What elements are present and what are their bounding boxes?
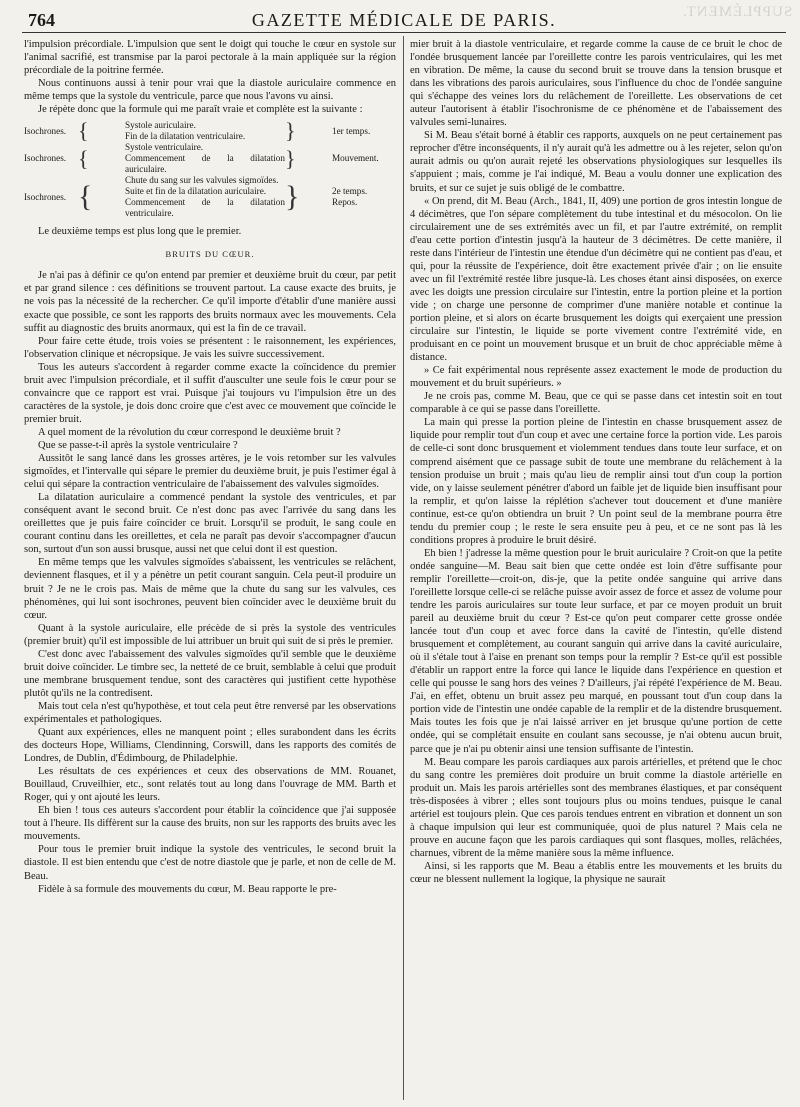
column-divider	[403, 36, 404, 1100]
paragraph: Mais tout cela n'est qu'hypothèse, et tout cela peut être renversé par les observations expérimentales et pathologiques.	[24, 700, 396, 725]
paragraph: Pour tous le premier bruit indique la systole des ventricules, le second bruit la diastole. Il est bien entendu que c'est de notre diastole que je parle, et non de celle de M. Beau.	[24, 844, 396, 882]
paragraph: Quant à la systole auriculaire, elle précède de si près la systole des ventricules (premier bruit) qu'il est impossible de lui attribuer un bruit qui suit de si près le premier.	[24, 622, 396, 647]
formula-item: Fin de la dilatation ventriculaire.	[125, 131, 246, 142]
right-brace: }	[285, 145, 296, 171]
formula-item: Commencement de la dilatation auriculaire.	[125, 153, 285, 175]
paragraph: Quant aux expériences, elles ne manquent point ; elles surabondent dans les écrits des docteurs Hope, Williams, Clendinning, Corswill, dans les rapports des comités de Londres, de Dublin, d'Édimbourg, de Philadelphie.	[24, 727, 396, 765]
page-number: 764	[28, 10, 55, 30]
formula-label: Isochrones.	[24, 153, 67, 164]
section-heading: BRUITS DU CŒUR.	[165, 249, 255, 260]
paragraph: Tous les auteurs s'accordent à regarder comme exacte la coïncidence du premier bruit avec l'impulsion précordiale, et il suffit d'ausculter une seule fois le cœur pour se convaincre que ce rapport est vrai. Puisque j'ai toujours vu l'impulsion être un des caractères de la systole, je dois donc croire que c'est avec ce mouvement que coïncide le premier bruit.	[24, 361, 396, 425]
paragraph: Je répète donc que la formule qui me paraît vraie et complète est la suivante :	[38, 104, 363, 116]
paragraph: En même temps que les valvules sigmoïdes s'abaissent, les ventricules se relâchent, deviennent flasques, et il y a pénètre un petit courant sanguin. Cela peut-il produire un bruit ? Je ne le crois pas. Mais de même que la chute du sang sur les valvules, ces phénomènes, qui lui sont isochrones, peuvent bien coïncider avec le deuxième bruit du cœur.	[24, 557, 396, 621]
right-brace: }	[285, 180, 300, 214]
paragraph: Si M. Beau s'était borné à établir ces rapports, auxquels on ne peut certainement pas reprocher d'être inconséquents, il n'y aurait qu'à les admettre ou à les rejeter, selon qu'on aurait admis ou qu'on aurait rejeté les observations physiologiques sur lesquelles ils s'appuient ; mais, comme je l'ai indiqué, M. Beau a voulu donner une explication des bruits, et sur ce sujet je suis obligé de le combattre.	[410, 130, 782, 194]
formula-item: Systole ventriculaire.	[125, 142, 204, 153]
paragraph: A quel moment de la révolution du cœur correspond le deuxième bruit ?	[38, 426, 341, 438]
right-brace: }	[285, 118, 296, 144]
formula-result: Mouvement.	[332, 153, 379, 164]
left-brace: {	[78, 118, 89, 144]
paragraph: « On prend, dit M. Beau (Arch., 1841, II, 409) une portion de gros intestin longue de 4 décimètres, que l'on sépare complètement du tube intestinal et du mésocolon. On lie circulairement une de ses extrémités avec un fil, et par l'autre extrémité, on remplit d'eau cette portion d'intestin jusqu'à la hauteur de 3 décimètres. De cette manière, il reste dans l'intérieur de l'intestin une étendue d'un décimètre qui ne contient pas d'eau, et qui, pour la réussite de l'expérience, doit être exactement privée d'air ; on lie ensuite avec un fil l'extrémité restée libre jusque-là. Les choses étant ainsi disposées, on exerce avec les doigts une pression circulaire sur l'intestin, entre la portion pleine et la portion vide ; on charge une personne de comprimer d'une manière notable et continue la portion pleine, et si alors on écarte brusquement les doigts qui exerçaient une pression circulaire sur l'intestin, le liquide se porte vivement contre l'extrémité vide, en produisant en ce point un mouvement brusque et un bruit de choc appréciable même à distance.	[410, 195, 782, 364]
paragraph: La main qui presse la portion pleine de l'intestin en chasse brusquement assez de liquide pour remplir tout d'un coup et avec une certaine force la portion vide. Les parois de celle-ci sont donc brusquement et violemment tendues dans toute leur surface, et on comprend aisément que ce passage subit de toute une membrane du relâchement à la tension produise un bruit ; mais qu'au lieu de remplir ainsi tout d'un coup la portion vide, on y laisse seulement pénétrer d'abord un faible jet de liquide bien insuffisant pour la remplir, et qu'on laisse la réplétion s'achever tout doucement et d'une manière continue, est-ce qu'on obtiendra un bruit ? Un point seul de la membrane pourra être tendu du premier coup ; le reste le sera ensuite peu à peu, et ce ne sont pas là les conditions propres à produire le bruit désiré.	[410, 417, 782, 546]
paragraph: Pour faire cette étude, trois voies se présentent : le raisonnement, les expériences, l'observation clinique et nécropsique. Je vais les suivre successivement.	[24, 335, 396, 360]
paragraph: C'est donc avec l'abaissement des valvules sigmoïdes qu'il semble que le deuxième bruit doive coïncider. Le timbre sec, la netteté de ce bruit, semblable à celui que produit une membrane brusquement tendue, sont des caractères qui justifient cette hypothèse plutôt qu'ils ne la contredisent.	[24, 648, 396, 699]
paragraph: l'impulsion précordiale. L'impulsion que sent le doigt qui touche le cœur en systole sur l'animal sacrifié, est transmise par la paroi pectorale à la main appliquée sur la région précordiale de la poitrine fermée.	[24, 39, 396, 77]
paragraph: Je n'ai pas à définir ce qu'on entend par premier et deuxième bruit du cœur, par petit et par grand silence : ces définitions se trouvent partout. La cause exacte des bruits, je ne vois pas la nécessité de la rechercher. Ce qu'il importe d'établir d'une manière aussi exacte que possible, ce sont les rapports des bruits normaux avec les mouvements. Cela suffit au diagnostic des bruits anormaux, qui est la fin de ce travail.	[24, 270, 396, 334]
formula-item: Suite et fin de la dilatation auriculaire.	[125, 186, 267, 197]
page-title: GAZETTE MÉDICALE DE PARIS.	[251, 10, 557, 30]
left-brace: {	[78, 180, 93, 214]
formula-item: Commencement de la dilatation ventriculaire.	[125, 197, 285, 219]
left-column	[24, 38, 396, 1100]
paragraph: Eh bien ! tous ces auteurs s'accordent pour établir la coïncidence que j'ai supposée tout à l'heure. Ils diffèrent sur la cause des bruits, non sur les rapports des bruits avec les mouvements.	[24, 805, 396, 843]
right-column	[410, 38, 782, 1100]
formula-result: Repos.	[332, 197, 358, 208]
page-header	[22, 8, 786, 33]
paragraph: mier bruit à la diastole ventriculaire, et regarde comme la cause de ce bruit le choc de l'ondée brusquement lancée par l'oreillette contre les parois ventriculaires, qui les met en vibration. De même, la cause du second bruit se trouve dans la tension brusque et dans les vibrations des parois auriculaires, sous l'influence du choc de l'ondée sanguine qui s'échappe des veines lors du relâchement de l'oreillette. Les observations de cet auteur l'autorisent à établir l'isochronisme de ce phénomène et de l'abaissement des valvules semi-lunaires.	[410, 39, 782, 129]
formula-table	[24, 120, 396, 219]
paragraph: M. Beau compare les parois cardiaques aux parois artérielles, et prétend que le choc du sang contre les premières doit produire un bruit comme la diastole artérielle en produit un. Mais les parois artérielles sont des membranes élastiques, et par conséquent très-disposées à vibrer ; elles sont toujours plus ou moins tendues, puisque le canal artériel est toujours plein. Que ces parois tendues entrent en vibration et donnent un son à chaque impulsion qui leur est communiquée, quoi de plus naturel ? Mais cela ne prouve en aucune façon que les parois cardiaques qui sont flasques, molles, relâchées, charnues, vibrent de la même manière sous la même influence.	[410, 756, 782, 859]
paragraph: Nous continuons aussi à tenir pour vrai que la diastole auriculaire commence en même temps que la systole du ventricule, parce que nous l'avons vu ainsi.	[24, 78, 396, 103]
paragraph: Les résultats de ces expériences et ceux des observations de MM. Rouanet, Bouillaud, Cruveilhier, etc., sont relatés tout au long dans l'ouvrage de MM. Barth et Roger, qui y ont ajouté les leurs.	[24, 766, 396, 804]
paragraph: La dilatation auriculaire a commencé pendant la systole des ventricules, et par conséquent avant le second bruit. Ce n'est donc pas avec l'arrivée du sang dans les oreillettes que je puis faire coïncider ce bruit. Lorsqu'il se produit, le sang coule en courant continu dans les oreillettes, et cela ne paraît pas devoir s'accompagner d'aucun son, surtout d'un son aussi brusque, aussi net que celui dont il est question.	[24, 492, 396, 556]
formula-item: Chute du sang sur les valvules sigmoïdes.	[125, 175, 279, 186]
formula-result: 1er temps.	[332, 125, 371, 136]
formula-label: Isochrones.	[24, 125, 67, 136]
paragraph: Ainsi, si les rapports que M. Beau a établis entre les mouvements et les bruits du cœur ne blessent nullement la logique, la physique ne saurait	[410, 860, 782, 885]
formula-row	[24, 175, 396, 219]
paragraph: Le deuxième temps est plus long que le premier.	[38, 226, 242, 238]
bleed-through-text: SUPPLÉMENT.	[681, 4, 792, 20]
formula-row	[24, 142, 396, 175]
paragraph: Je ne crois pas, comme M. Beau, que ce qui se passe dans cet intestin soit en tout comparable à ce qui se passe dans l'oreillette.	[410, 391, 782, 416]
paragraph: Fidèle à sa formule des mouvements du cœur, M. Beau rapporte le pre-	[38, 883, 337, 895]
paragraph: Que se passe-t-il après la systole ventriculaire ?	[38, 439, 238, 451]
formula-row	[24, 120, 396, 142]
paragraph: Eh bien ! j'adresse la même question pour le bruit auriculaire ? Croit-on que la petite ondée sanguine—M. Beau sait bien que cette ondée est loin d'être suffisante pour remplir l'oreillette—croit-on, dis-je, que la petite ondée sanguine qui arrive dans l'oreillette lorsque celle-ci se relâche puisse avoir assez de force et assez de volume pour tendre les parois auriculaires sur toute leur surface, et par ce moyen produit un bruit pareil au deuxième bruit du cœur ? Est-ce qu'on peut comparer cette grosse ondée lancée tout d'un coup et avec force dans la cavité de l'intestin, qu'elle distend brusquement et complètement, au courant sanguin qui arrive dans la cavité auriculaire, où il s'étale tout à l'aise en prenant son temps pour la remplir ? Est-ce qu'il est possible d'établir un rapport entre la force qui lance le liquide dans l'expérience en question et celle qui pousse le sang hors des veines ? D'ailleurs, j'ai répété l'expérience de M. Beau. J'ai, en effet, obtenu un bruit assez peu marqué, en poussant tout d'un coup dans la portion vide de l'intestin une ondée capable de la remplir et de la distendre brusquement. Mais toutes les fois que je n'ai laissé arriver en jet brusque qu'une portion de cette ondée, qui se complétait ensuite en coulant sans secousse, je n'ai obtenu aucun bruit, parce que je n'ai pu obtenir ainsi une tension suffisante de l'intestin.	[410, 547, 782, 755]
paragraph: » Ce fait expérimental nous représente assez exactement le mode de production du mouvement et du bruit supérieurs. »	[410, 365, 782, 390]
left-brace: {	[78, 145, 89, 171]
formula-label: Isochrones.	[24, 191, 67, 202]
formula-result: 2e temps.	[332, 186, 368, 197]
paragraph: Aussitôt le sang lancé dans les grosses artères, je le vois retomber sur les valvules sigmoïdes, et l'intervalle qui sépare le premier du deuxième bruit, je puis l'estimer égal à celui qui sépare la contraction ventriculaire de l'abaissement des valvules sigmoïdes.	[24, 453, 396, 491]
formula-item: Systole auriculaire.	[125, 120, 196, 131]
